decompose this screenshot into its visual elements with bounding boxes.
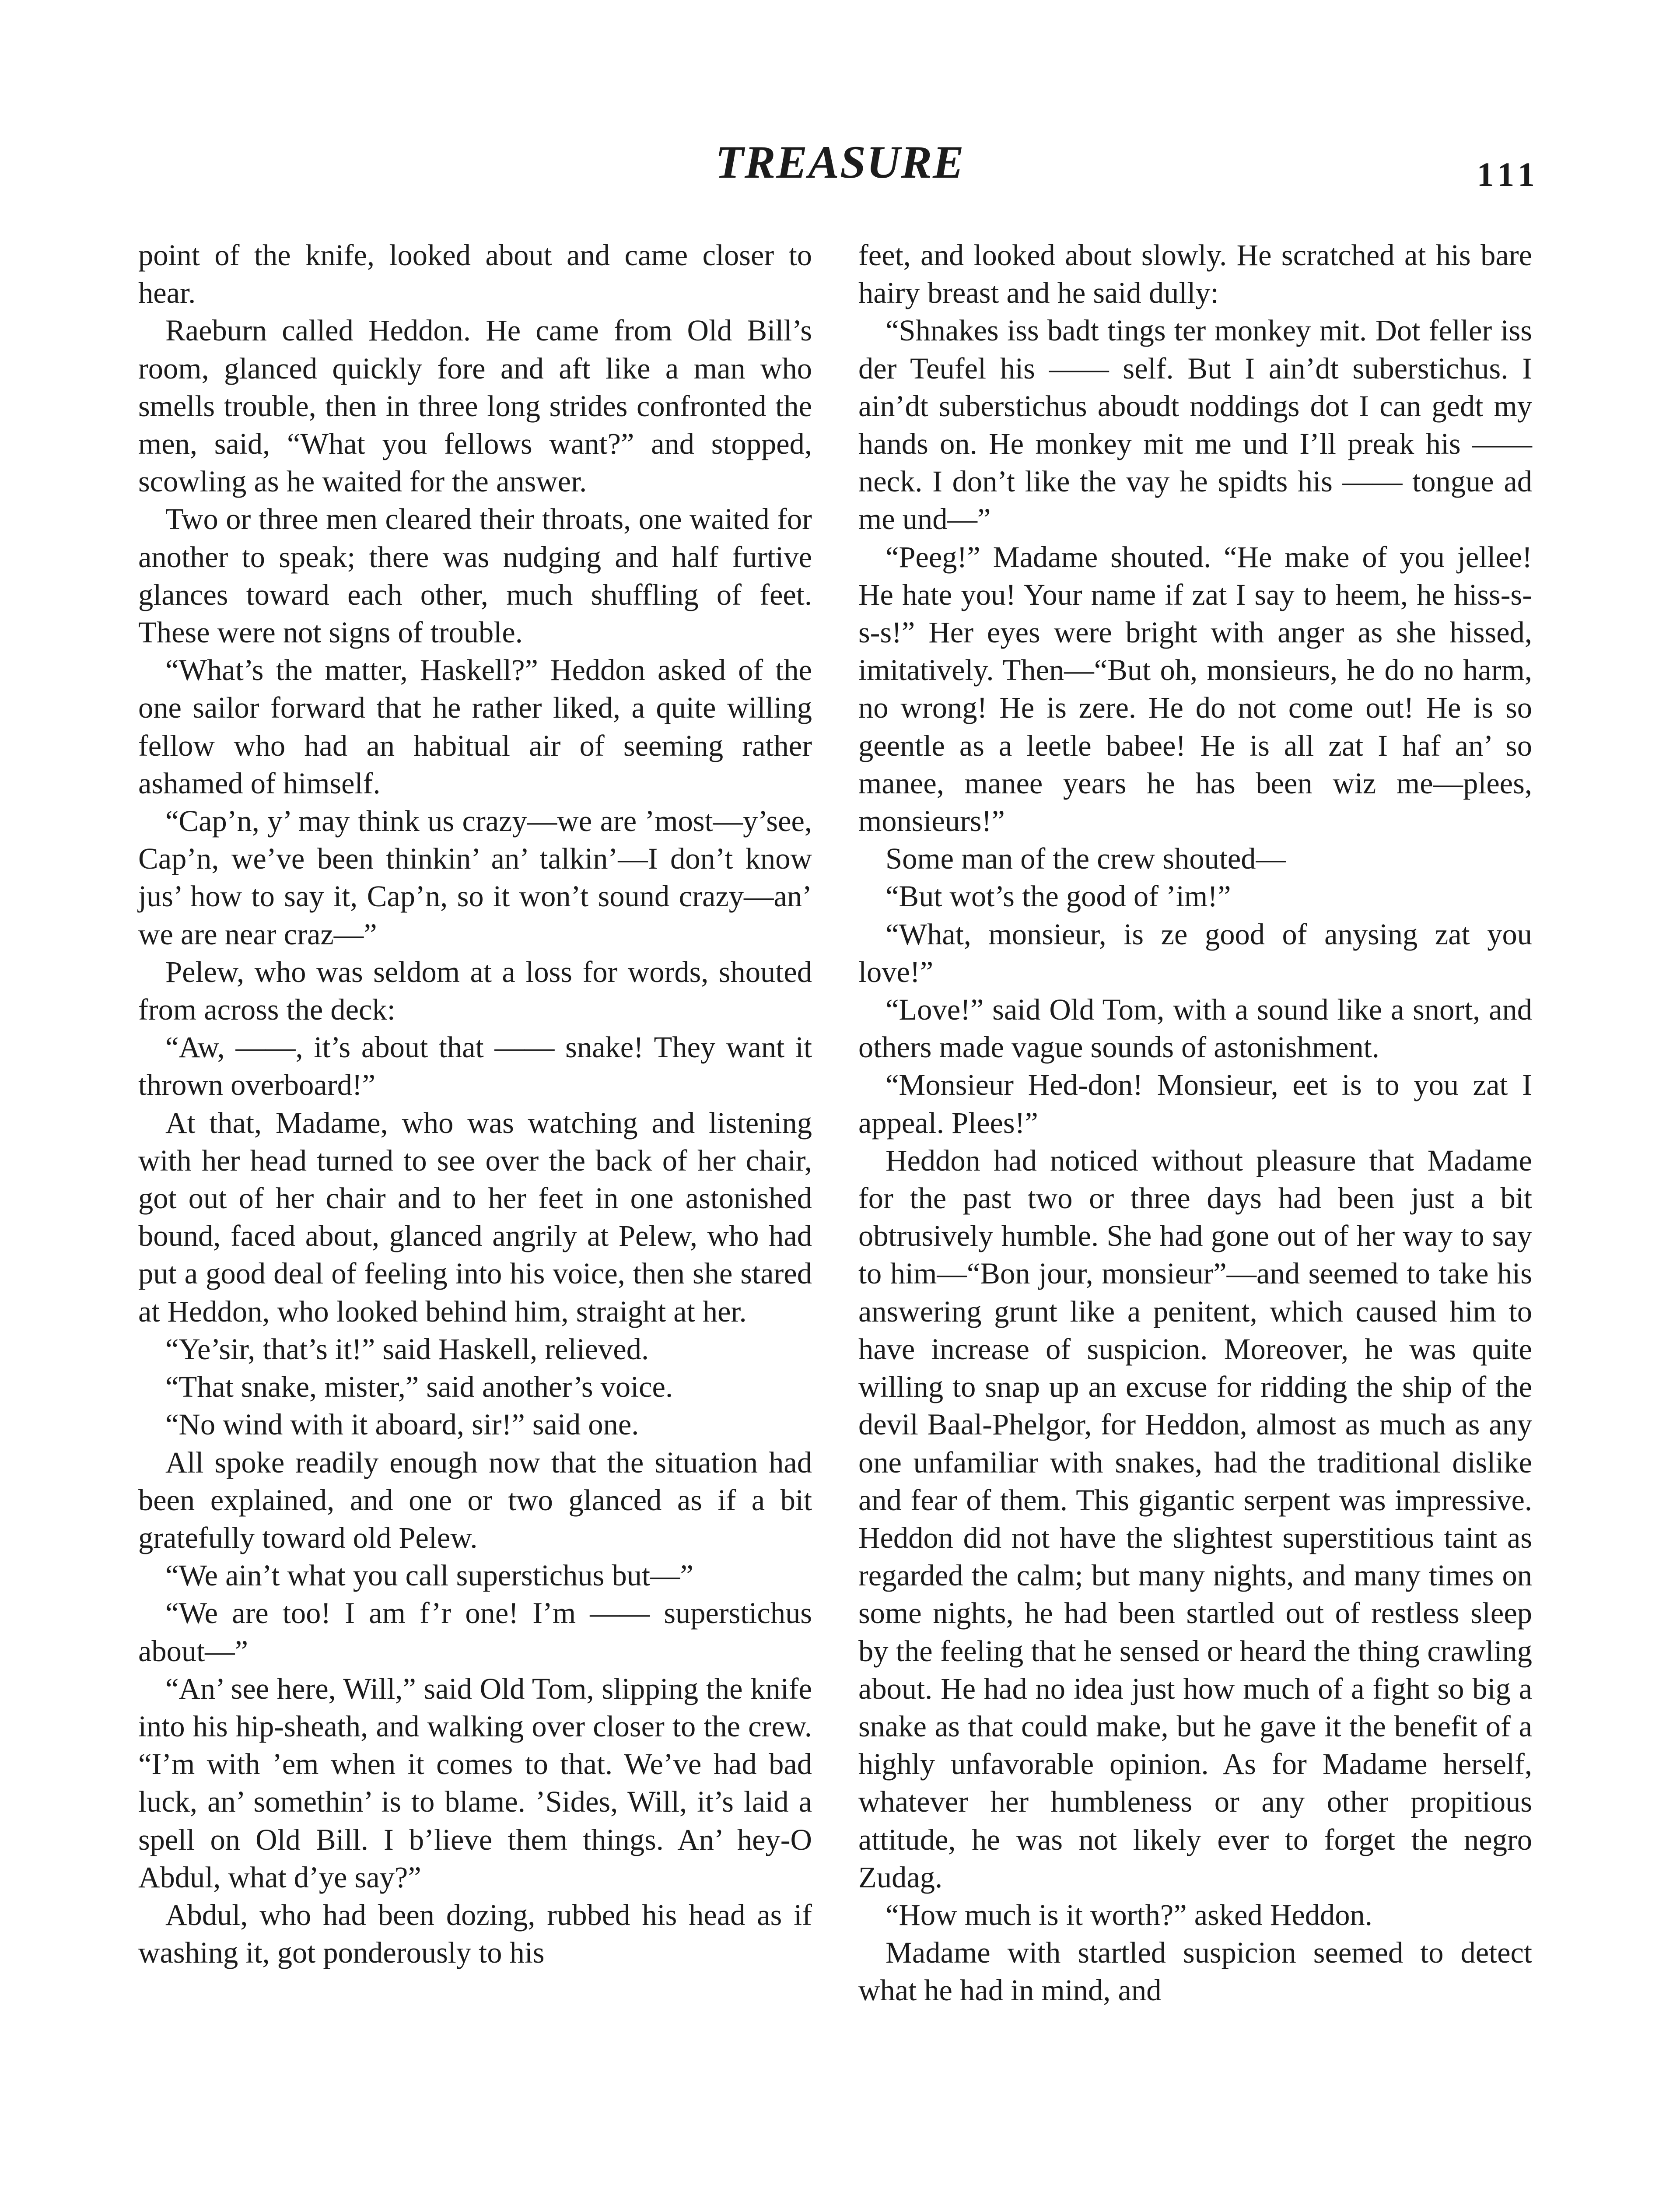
paragraph: Heddon had noticed without pleasure that Madame for the past two or three days had been just a bit obtrusively humble. She had gone out of her way to say to him—“Bon jour, monsieur”—and seemed to take his answering grunt like a penitent, which caused him to have increase of suspicion. Moreover, he was quite willing to snap up an excuse for ridding the ship of the devil Baal-Phelgor, for Heddon, almost as much as any one unfamiliar with snakes, had the traditional dislike and fear of them. This gigantic serpent was impressive. Heddon did not have the slightest superstitious taint as regarded the calm; but many nights, and many times on some nights, he had been startled out of restless sleep by the feeling that he sensed or heard the thing crawling about. He had no idea just how much of a fight so big a snake as that could make, but he gave it the benefit of a highly unfavorable opinion. As for Madame herself, whatever her humbleness or any other propitious attitude, he was not likely ever to forget the negro Zudag. — [858, 1143, 1532, 1894]
paragraph: “But wot’s the good of ’im!” — [886, 880, 1231, 913]
paragraph: Pelew, who was seldom at a loss for words, shouted from across the deck: — [138, 955, 812, 1027]
paragraph: “Ye’sir, that’s it!” said Haskell, relieved. — [165, 1332, 649, 1366]
left-column — [138, 236, 812, 1971]
paragraph: “That snake, mister,” said another’s voice. — [165, 1370, 673, 1404]
paragraph: Some man of the crew shouted— — [886, 842, 1286, 876]
paragraph: “An’ see here, Will,” said Old Tom, slipping the knife into his hip-sheath, and walking over closer to the crew. “I’m with ’em when it comes to that. We’ve had bad luck, an’ somethin’ is to blame. ’Sides, Will, it’s laid a spell on Old Bill. I b’lieve them things. An’ hey-O Abdul, what d’ye say?” — [138, 1672, 812, 1894]
page-number: 111 — [1477, 155, 1540, 193]
paragraph: “No wind with it aboard, sir!” said one. — [165, 1408, 639, 1441]
paragraph: Abdul, who had been dozing, rubbed his head as if washing it, got ponderously to his — [138, 1898, 812, 1970]
paragraph: “How much is it worth?” asked Heddon. — [886, 1898, 1372, 1932]
paragraph: All spoke readily enough now that the situation had been explained, and one or two glanced as if a bit gratefully toward old Pelew. — [138, 1445, 812, 1554]
right-column — [858, 236, 1532, 2009]
paragraph: “We ain’t what you call superstichus but—” — [165, 1559, 693, 1592]
paragraph: “Aw, ——, it’s about that —— snake! They want it thrown overboard!” — [138, 1031, 812, 1102]
paragraph: “We are too! I am f’r one! I’m —— superstichus about—” — [138, 1596, 812, 1668]
paragraph: At that, Madame, who was watching and listening with her head turned to see over the back of her chair, got out of her chair and to her feet in one astonished bound, faced about, glanced angrily at Pelew, who had put a good deal of feeling into his voice, then she stared at Heddon, who looked behind him, straight at her. — [138, 1106, 812, 1328]
paragraph: “Monsieur Hed-don! Monsieur, eet is to you zat I appeal. Plees!” — [858, 1068, 1532, 1140]
paragraph: “Cap’n, y’ may think us crazy—we are ’most—y’see, Cap’n, we’ve been thinkin’ an’ talkin’—I don’t know jus’ how to say it, Cap’n, so it won’t sound crazy—an’ we are near craz—” — [138, 804, 812, 951]
paragraph: “What, monsieur, is ze good of anysing zat you love!” — [858, 917, 1532, 989]
running-head-title: TREASURE — [715, 137, 965, 188]
paragraph: Madame with startled suspicion seemed to detect what he had in mind, and — [858, 1936, 1532, 2007]
paragraph: “What’s the matter, Haskell?” Heddon asked of the one sailor forward that he rather liked, a quite willing fellow who had an habitual air of seeming rather ashamed of himself. — [138, 653, 812, 800]
paragraph: “Peeg!” Madame shouted. “He make of you jellee! He hate you! Your name if zat I say to heem, he hiss-s-s-s!” Her eyes were bright with anger as she hissed, imitatively. Then—“But oh, monsieurs, he do no harm, no wrong! He is zere. He do not come out! He is so geentle as a leetle babee! He is all zat I haf an’ so manee, manee years he has been wiz me—plees, monsieurs!” — [858, 540, 1532, 838]
paragraph: feet, and looked about slowly. He scratched at his bare hairy breast and he said dully: — [858, 238, 1532, 310]
paragraph: Raeburn called Heddon. He came from Old Bill’s room, glanced quickly fore and aft like a man who smells trouble, then in three long strides confronted the men, said, “What you fellows want?” and stopped, scowling as he waited for the answer. — [138, 314, 812, 498]
paragraph: point of the knife, looked about and came closer to hear. — [138, 238, 812, 310]
paragraph: Two or three men cleared their throats, one waited for another to speak; there was nudging and half furtive glances toward each other, much shuffling of feet. These were not signs of trouble. — [138, 502, 812, 649]
paragraph: “Love!” said Old Tom, with a sound like a snort, and others made vague sounds of astonishment. — [858, 993, 1532, 1064]
paragraph: “Shnakes iss badt tings ter monkey mit. Dot feller iss der Teufel his —— self. But I ain’dt suberstichus. I ain’dt suberstichus aboudt noddings dot I can gedt my hands on. He monkey mit me und I’ll preak his —— neck. I don’t like the vay he spidts his —— tongue ad me und—” — [858, 314, 1532, 536]
